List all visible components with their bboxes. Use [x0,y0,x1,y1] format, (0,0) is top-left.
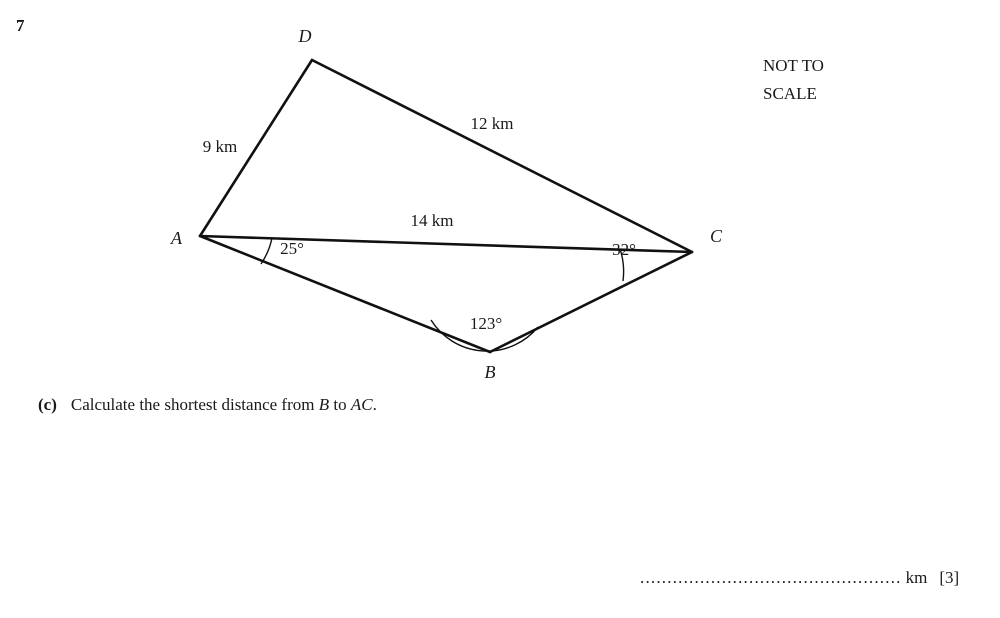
side-label-DC: 12 km [470,114,514,133]
not-to-scale-line-1: NOT TO [763,56,824,75]
not-to-scale-line-2: SCALE [763,84,817,104]
angle-arcs [261,238,624,351]
diagram-lines [200,60,692,352]
question-number: 7 [16,16,25,35]
part-c-question [38,395,377,415]
part-c-text-middle: to [329,395,351,414]
vertex-label-D: D [298,26,312,46]
side-label-AC: 14 km [410,211,454,230]
answer-line [640,568,959,588]
angle-label-A: 25° [280,239,304,258]
part-c-text-before: Calculate the shortest distance from [70,395,319,414]
vertex-label-B: B [484,362,496,380]
marks-allocation: [3] [939,568,960,587]
vertex-label-C: C [710,226,723,246]
angle-label-C: 32° [612,240,636,259]
angle-label-B: 123° [469,314,503,333]
part-c-point-b: B [318,395,330,414]
not-to-scale-note [763,52,824,108]
part-c-segment-ac: AC [350,395,373,414]
part-c-letter: (c) [38,395,57,414]
vertex-label-A: A [171,228,182,248]
segment-DC [312,60,692,252]
side-label-AD: 9 km [202,137,238,156]
segment-BC [490,252,692,352]
answer-dotted-line[interactable]: ................................................ [640,568,902,587]
segment-AB [200,236,490,352]
quadrilateral-diagram [120,20,740,380]
part-c-text-after: . [372,395,377,414]
answer-unit: km [905,568,928,587]
